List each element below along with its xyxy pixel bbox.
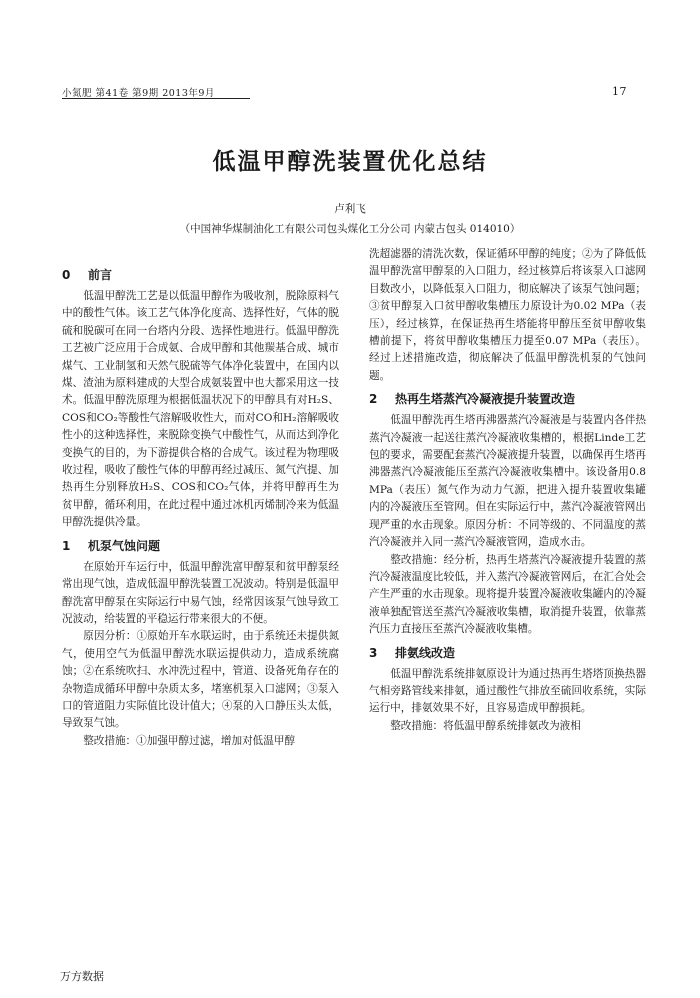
- paragraph: 整改措施：①加强甲醇过滤，增加对低温甲醇: [83, 734, 296, 747]
- author-affiliation: （中国神华煤制油化工有限公司包头煤化工分公司 内蒙古包头 014010）: [179, 223, 521, 235]
- paragraph: 整改措施：经分析，热再生塔蒸汽冷凝液提升装置的蒸汽冷凝液温度比较低，并入蒸汽冷凝液管网后，在汇合处会产生严重的水击现象。现将提升装置冷凝液收集罐内的冷凝液单独配管送至蒸汽冷凝液收集槽，取消提升装置，依靠蒸汽压力直接压至蒸汽冷凝液收集槽。: [369, 553, 646, 636]
- paragraph: 整改措施：将低温甲醇系统排氨改为液相: [390, 719, 581, 732]
- section-number: 2: [369, 392, 378, 407]
- section-heading-ammonia-line: [369, 644, 646, 662]
- paragraph: 低温甲醇洗系统排氨原设计为通过热再生塔塔顶换热器气相旁路管线来排氨，通过酸性气排放至硫回收系统，实际运行中，排氨效果不好，且容易造成甲醇损耗。: [369, 667, 646, 715]
- left-column: [62, 246, 339, 750]
- section-title: 排氨线改造: [395, 645, 456, 660]
- section-number: 0: [62, 268, 71, 282]
- paragraph: 低温甲醇洗工艺是以低温甲醇作为吸收剂，脱除原料气中的酸性气体。该工艺气体净化度高、选择性好，气体的脱硫和脱碳可在同一台塔内分段、选择性地进行。低温甲醇洗工艺被广泛应用于合成氨、合成甲醇和其他羰基合成、城市煤气、工业制氢和天然气脱硫等气体净化装置中，在国内以煤、渣油为原料建成的大型合成氨装置中也大都采用这一技术。低温甲醇洗原理为根据低温状况下的甲醇具有对H₂S、COS和CO₂等酸性气溶解吸收性大，而对CO和H₂溶解吸收性小的这种选择性，来脱除变换气中酸性气，从而达到净化变换气的目的，为下游提供合格的合成气。该过程为物理吸收过程，吸收了酸性气体的甲醇再经过减压、氮气汽提、加热再生分别释放H₂S、COS和CO₂气体，并将甲醇再生为贫甲醇，循环利用，在此过程中通过冰机丙烯制冷来为低温甲醇洗提供冷量。: [62, 290, 339, 529]
- paragraph: 原因分析：①原始开车水联运时，由于系统还未提供氮气，使用空气为低温甲醇洗水联运提供动力，造成系统腐蚀；②在系统吹扫、水冲洗过程中，管道、设备死角存在的杂物造成循环甲醇中杂质太多，堵塞机泵入口滤网；③泵入口的管道阻力实际值比设计值大；④泵的入口静压头太低，导致泵气蚀。: [62, 630, 339, 730]
- section-heading-condensate-lift: [369, 390, 646, 408]
- section-number: 1: [62, 538, 71, 553]
- section-title: 热再生塔蒸汽冷凝液提升装置改造: [395, 392, 576, 407]
- section-title: 前言: [88, 268, 113, 282]
- section-number: 3: [369, 645, 378, 660]
- paragraph: 在原始开车运行中，低温甲醇洗富甲醇泵和贫甲醇泵经常出现气蚀，造成低温甲醇洗装置工况波动。特别是低温甲醇洗富甲醇泵在实际运行中易气蚀，经常因该泵气蚀导致工况波动，给装置的平稳运行带来很大的不便。: [62, 560, 339, 625]
- journal-info: 小氮肥 第41卷 第9期 2013年9月: [62, 88, 215, 99]
- header-underline: [62, 98, 250, 99]
- paragraph: 低温甲醇洗再生塔再沸器蒸汽冷凝液是与装置内各伴热蒸汽冷凝液一起送往蒸汽冷凝液收集槽的，根据Linde工艺包的要求，需要配套蒸汽冷凝液提升装置，以确保再生塔再沸器蒸汽冷凝液能压至蒸汽冷凝液收集槽中。该设备用0.8 MPa（表压）氮气作为动力气源，把进入提升装置收集罐内的冷凝液压至管网。但在实际运行中，蒸汽冷凝液管网出现严重的水击现象。原因分析：不同等级的、不同温度的蒸汽冷凝液并入同一蒸汽冷凝液管网，造成水击。: [369, 414, 646, 549]
- page-number: 17: [612, 85, 627, 98]
- footer-watermark: 万方数据: [60, 970, 104, 983]
- section-title: 机泵气蚀问题: [88, 538, 161, 553]
- section-heading-introduction: [62, 266, 339, 284]
- section-heading-pump-cavitation: [62, 537, 339, 555]
- paragraph-continued: 洗超滤器的清洗次数，保证循环甲醇的纯度；②为了降低低温甲醇洗富甲醇泵的入口阻力，经过核算后将该泵入口滤网目数改小，以降低泵入口阻力，彻底解决了该泵气蚀问题；③贫甲醇泵入口贫甲醇收集槽压力原设计为0.02 MPa（表压），经过核算，在保证热再生塔能将甲醇压至贫甲醇收集槽前提下，将贫甲醇收集槽压力提至0.07 MPa（表压）。经过上述措施改造，彻底解决了低温甲醇洗机泵的气蚀问题。: [369, 248, 646, 382]
- author-name: 卢利飞: [334, 203, 366, 215]
- right-column: [369, 246, 646, 735]
- paper-title: 低温甲醇洗装置优化总结: [212, 149, 488, 175]
